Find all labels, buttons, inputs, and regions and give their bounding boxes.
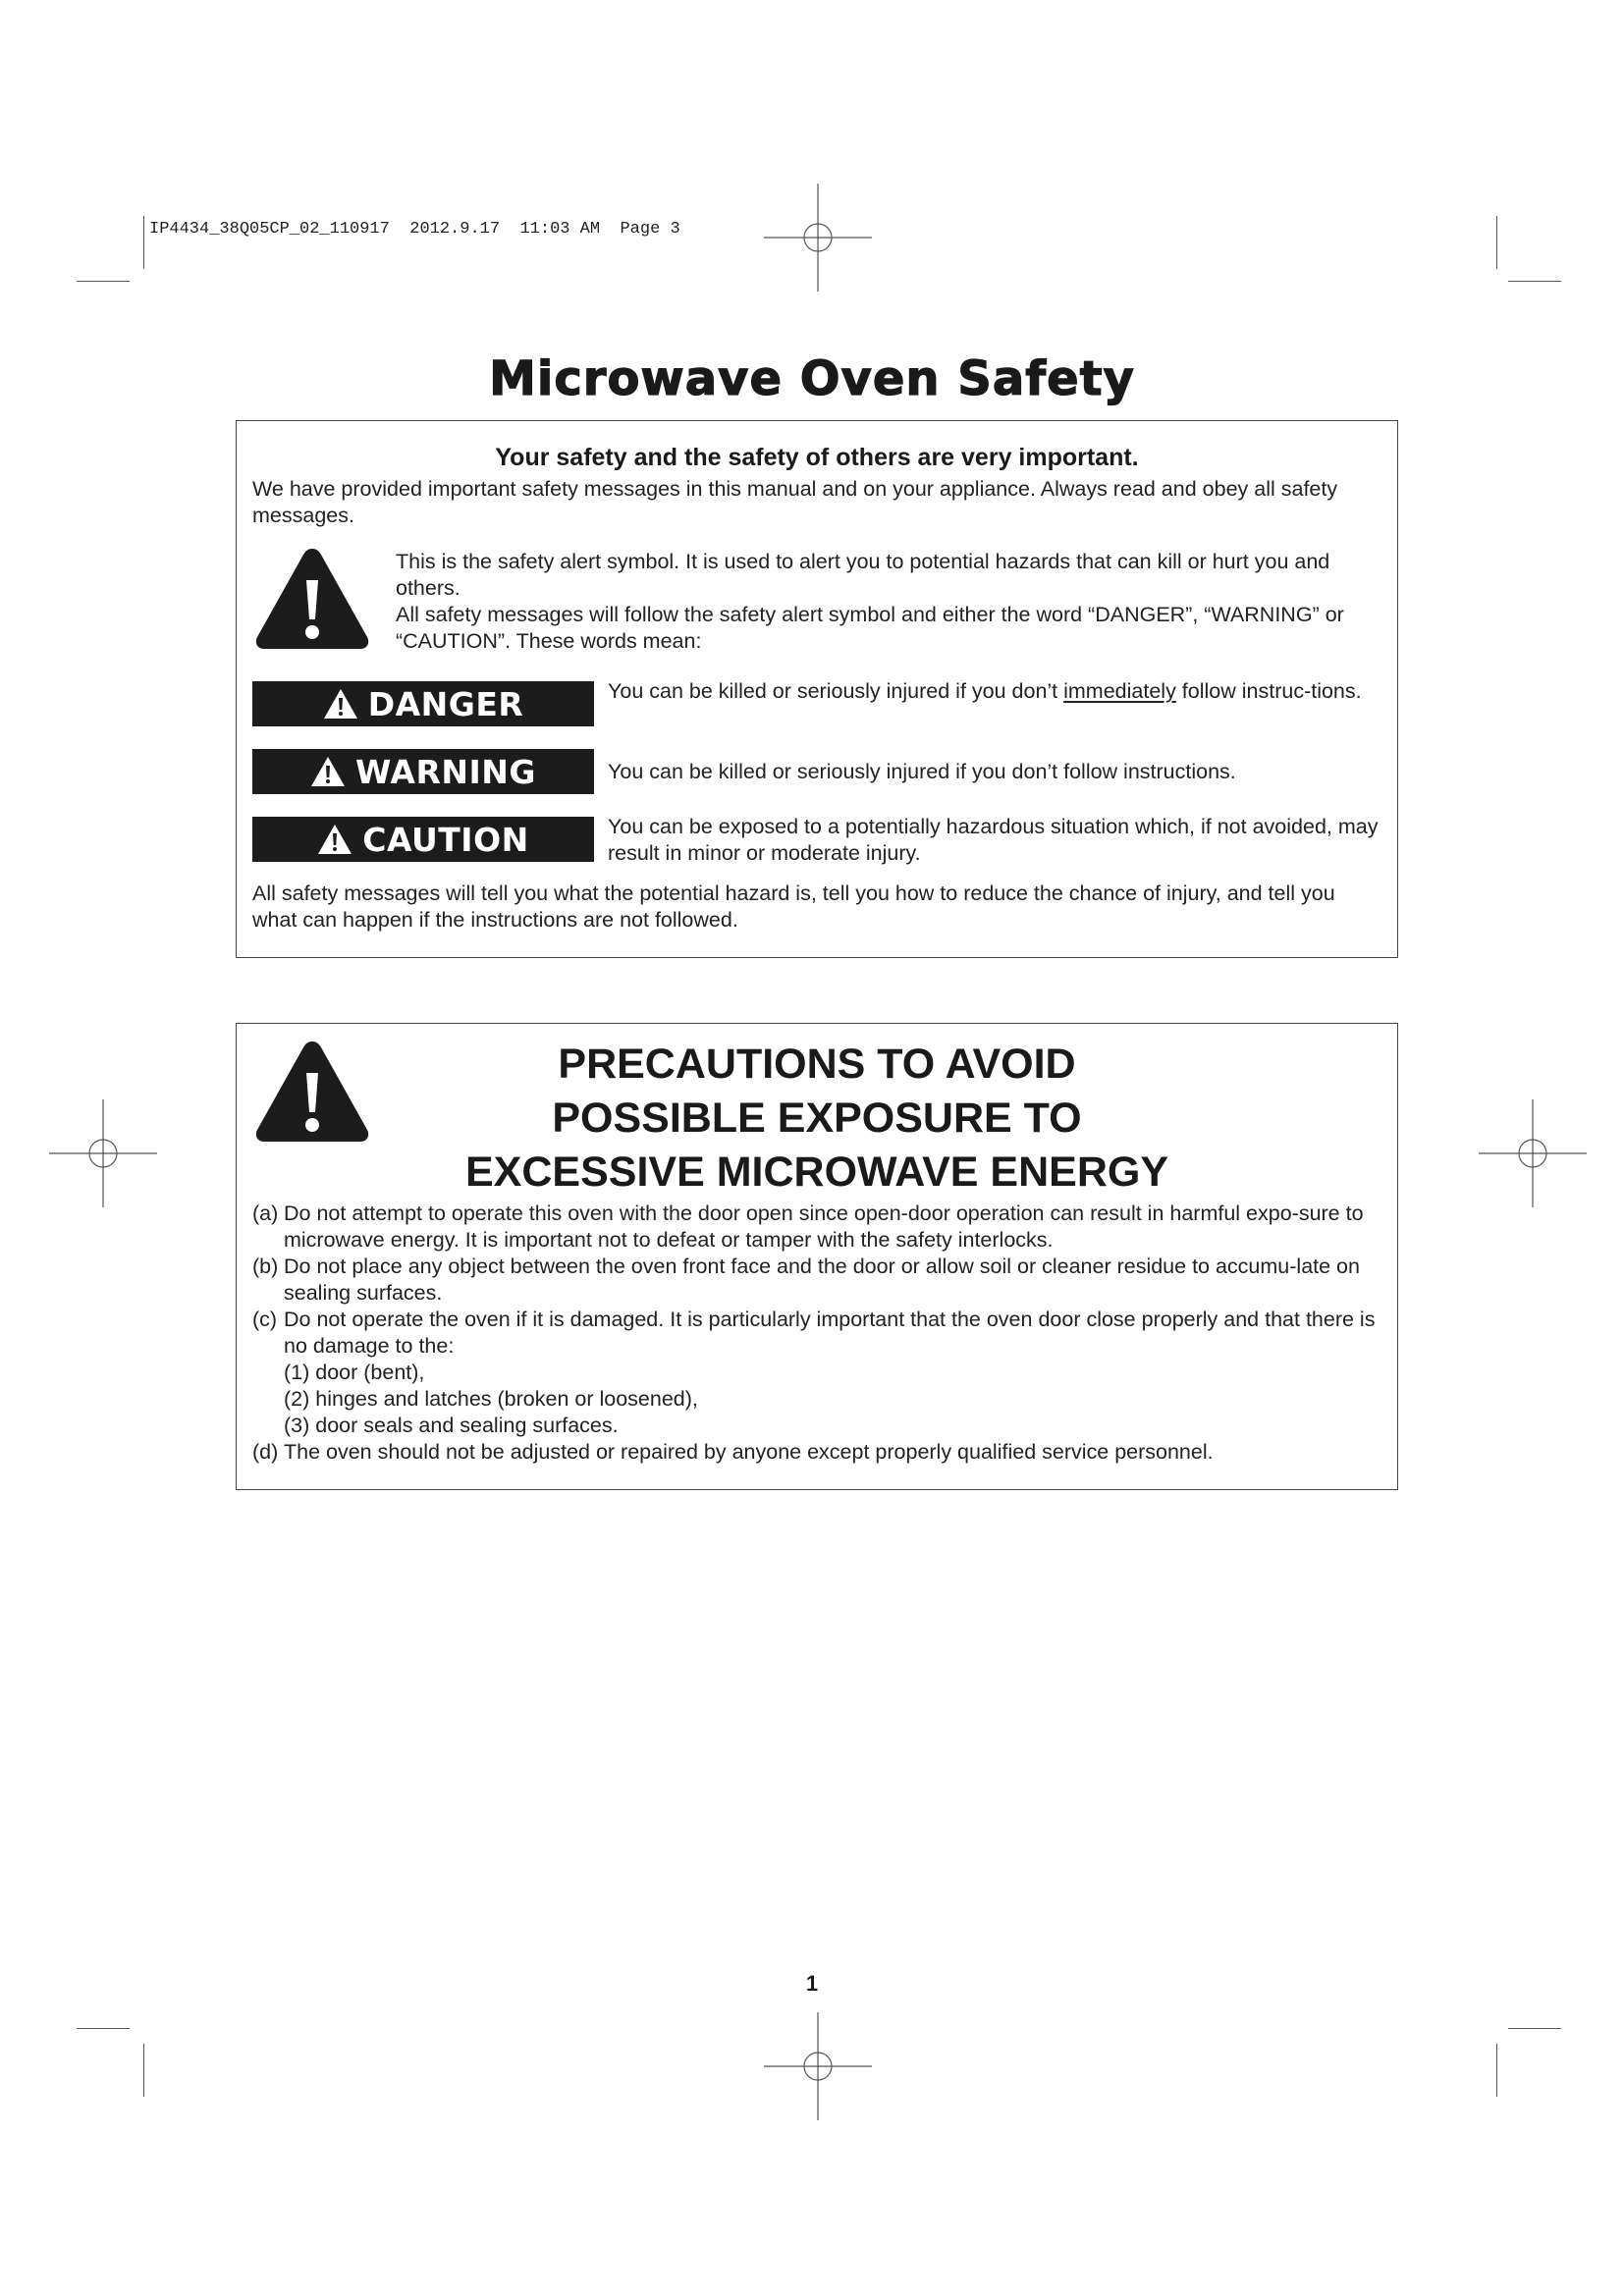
warning-description: You can be killed or seriously injured if you don’t follow instructions. <box>608 760 1236 783</box>
crop-mark <box>1496 2044 1497 2097</box>
safety-lead-heading: Your safety and the safety of others are very important. <box>495 444 1139 471</box>
precautions-box <box>236 1023 1398 1490</box>
signal-words-explanation: All safety messages will follow the safety alert symbol and either the word “DANGER”, “WARNING” or “CAUTION”. These words mean: <box>396 603 1344 653</box>
precautions-title-line: PRECAUTIONS TO AVOID <box>558 1041 1076 1088</box>
registration-mark-icon <box>764 184 872 292</box>
crop-mark <box>77 2028 130 2029</box>
list-item: (d) The oven should not be adjusted or repaired by anyone except properly qualified service personnel. <box>252 1440 1214 1464</box>
sub-list-item: (2) hinges and latches (broken or loosened), <box>284 1387 698 1411</box>
crop-mark <box>1508 281 1561 282</box>
safety-intro-text: We have provided important safety messages in this manual and on your appliance. Always read and obey all safety messages. <box>252 477 1338 527</box>
precautions-list <box>252 1201 1381 1466</box>
danger-description: You can be killed or seriously injured if you don’t immediately follow instruc-tions. <box>608 679 1362 703</box>
caution-label: CAUTION <box>362 820 529 859</box>
crop-mark <box>77 281 130 282</box>
precautions-title-line: POSSIBLE EXPOSURE TO <box>552 1095 1082 1142</box>
warning-label: WARNING <box>355 752 536 791</box>
crop-mark <box>1508 2028 1561 2029</box>
registration-mark-icon <box>1479 1099 1587 1207</box>
crop-mark <box>143 216 144 269</box>
page-number: 1 <box>805 1971 819 1996</box>
danger-label: DANGER <box>367 684 524 723</box>
safety-messages-box <box>236 420 1398 958</box>
crop-mark <box>143 2044 144 2097</box>
list-item: (c) Do not operate the oven if it is damaged. It is particularly important that the oven door close properly and that there is no damage to the: <box>252 1308 1376 1358</box>
crop-mark <box>1496 216 1497 269</box>
warning-signal-bar <box>252 749 594 794</box>
list-item: (b) Do not place any object between the oven front face and the door or allow soil or cleaner residue to accumu-late on sealing surfaces. <box>252 1255 1360 1305</box>
safety-alert-icon <box>252 545 372 653</box>
precautions-title-line: EXCESSIVE MICROWAVE ENERGY <box>464 1148 1168 1196</box>
safety-closing-text: All safety messages will tell you what the potential hazard is, tell you how to reduce the chance of injury, and tell you what can happen if the instructions are not followed. <box>252 881 1335 932</box>
warning-triangle-icon <box>317 824 352 855</box>
print-slug: IP4434_38Q05CP_02_110917 2012.9.17 11:03 AM Page 3 <box>149 220 680 239</box>
precautions-title <box>237 1038 1397 1200</box>
caution-signal-bar <box>252 817 594 862</box>
page-title: Microwave Oven Safety <box>489 351 1135 406</box>
registration-mark-icon <box>49 1099 157 1207</box>
caution-description: You can be exposed to a potentially hazardous situation which, if not avoided, may result in minor or moderate injury. <box>608 815 1379 865</box>
sub-list-item: (3) door seals and sealing surfaces. <box>284 1414 619 1437</box>
sub-list-item: (1) door (bent), <box>284 1361 425 1384</box>
registration-mark-icon <box>764 2012 872 2120</box>
warning-triangle-icon <box>310 756 346 787</box>
list-item: (a) Do not attempt to operate this oven with the door open since open-door operation can result in harmful expo-sure to microwave energy. It is important not to defeat or tamper with the safety interlocks. <box>252 1201 1364 1252</box>
alert-symbol-explanation: This is the safety alert symbol. It is used to alert you to potential hazards that can kill or hurt you and others. <box>396 550 1330 600</box>
warning-triangle-icon <box>323 688 358 720</box>
danger-signal-bar <box>252 681 594 726</box>
